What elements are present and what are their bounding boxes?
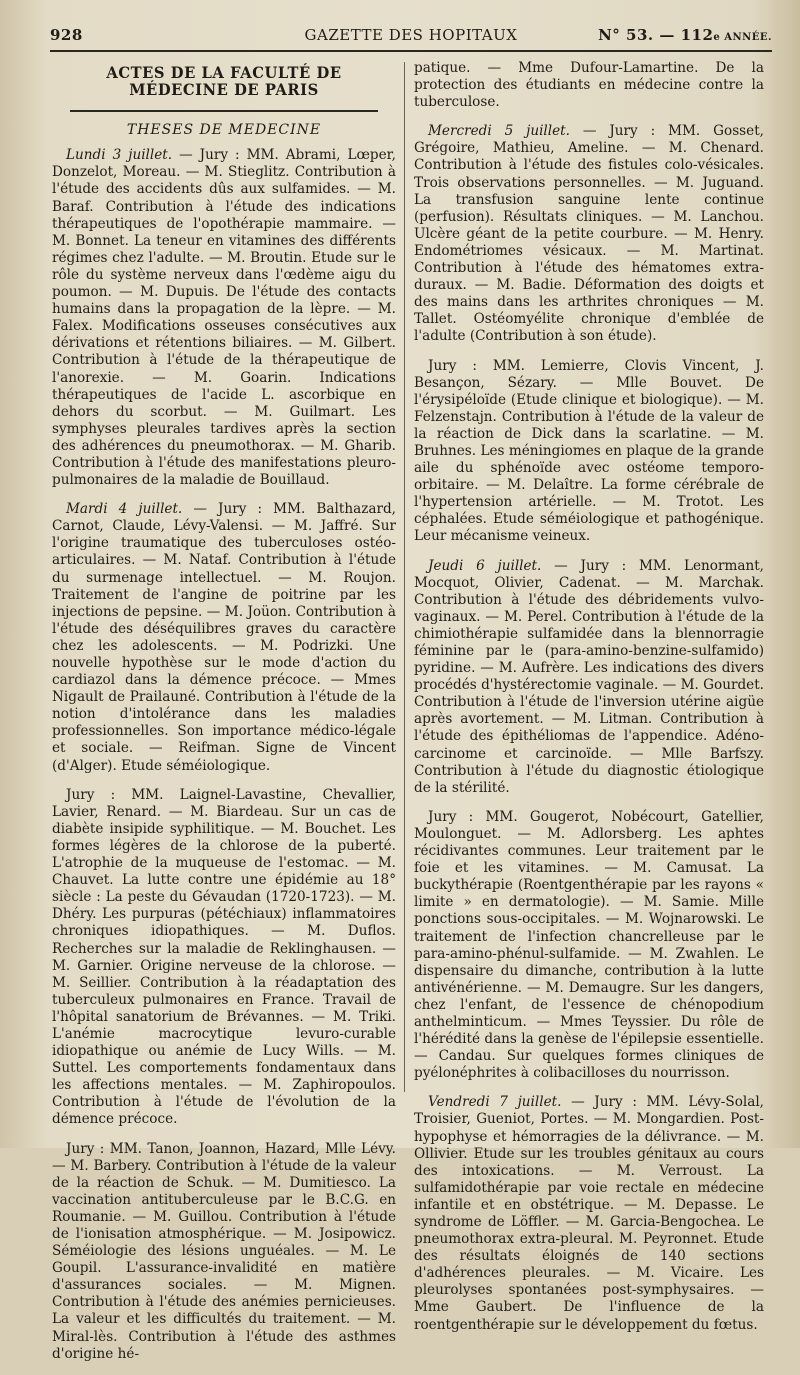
thesis-paragraph [52, 1141, 396, 1363]
thesis-paragraph [414, 1094, 764, 1333]
column-divider [404, 62, 405, 1092]
paragraph-text: — Jury : MM. Gosset, Grégoire, Mathieu, Ameline. — M. Chenard. Contribution à l'étude des fistules colo-vésicales. Trois observations personnelles. — M. Juguand. La transfusion sanguine lente continue (perfusion). Résultats cliniques. — M. Lanchou. Ulcère géant de la petite courbure. — M. Henry. Endométriomes vésicaux. — M. Martinat. Contribution à l'étude des hématomes extra-duraux. — M. Badie. Déformation des doigts et des mains dans les arthrites chroniques — M. Tallet. Ostéomyélite chronique d'emblée de l'adulte (Contribution à son étude). [414, 123, 764, 345]
thesis-paragraph [414, 60, 764, 111]
page-number: 928 [50, 26, 83, 44]
thesis-paragraph [52, 787, 396, 1129]
day-label: Lundi 3 juillet. [66, 147, 173, 164]
issue-suffix: e ANNÉE. [713, 32, 772, 43]
day-label: Jeudi 6 juillet. [428, 557, 542, 574]
paragraph-text: — Jury : MM. Lévy-Solal, Troisier, Gueniot, Portes. — M. Mongardien. Post-hypophyse et hémorragies de la délivrance. — M. Ollivier. Etude sur les troubles génitaux au cours des intoxications. — M. Verroust. La sulfamidothérapie par voie rectale en médecine infantile et en obstétrique. — M. Depasse. Le syndrome de Löffler. — M. Garcia-Bengochea. Le pneumothorax extra-pleural. M. Peyronnet. Etude des résultats éloignés de 140 sections d'adhérences pleurales. — M. Vicaire. Les pleurolyses spontanées post-symphysaires. — Mme Gaubert. De l'influence de la roentgenthérapie sur le développement du fœtus. [414, 1094, 764, 1333]
left-column [52, 60, 396, 1375]
thesis-paragraph [52, 147, 396, 489]
thesis-paragraph [52, 501, 396, 775]
paragraph-text: Jury : MM. Laignel-Lavastine, Chevallier, Lavier, Renard. — M. Biardeau. Sur un cas de diabète insipide syphilitique. — M. Bouchet. Les formes légères de la chlorose de la puberté. L'atrophie de la muqueuse de l'estomac. — M. Chauvet. La lutte contre une épidémie au 18° siècle : La peste du Gévaudan (1720-1723). — M. Dhéry. Les purpuras (pétéchiaux) inflammatoires chroniques idiopathiques. — M. Duflos. Recherches sur la maladie de Reklinghausen. — M. Garnier. Origine nerveuse de la chlorose. — M. Seillier. Contribution à la réadaptation des tuberculeux pulmonaires en France. Travail de l'hôpital sanatorium de Brévannes. — M. Triki. L'anémie macrocytique levuro-curable idiopathique ou anémie de Lucy Wills. — M. Suttel. Les comportements fondamentaux dans les affections mentales. — M. Zaphiropoulos. Contribution à l'étude de l'évolution de la démence précoce. [52, 786, 396, 1128]
section-rule [70, 110, 378, 112]
thesis-paragraph [414, 558, 764, 797]
page-header [50, 22, 772, 52]
paragraph-text: — Jury : MM. Abrami, Lœper, Donzelot, Moreau. — M. Stieglitz. Contribution à l'étude des accidents dûs aux sulfamides. — M. Baraf. Contribution à l'étude des indications thérapeutiques de l'opothérapie mammaire. — M. Bonnet. La teneur en vitamines des différents régimes chez l'adulte. — M. Broutin. Etude sur le rôle du système nerveux dans l'œdème aigu du poumon. — M. Dupuis. De l'étude des contacts humains dans la propagation de la lèpre. — M. Falex. Modifications osseuses consécutives aux dérivations et rétentions biliaires. — M. Gilbert. Contribution à l'étude de la thérapeutique de l'anorexie. — M. Goarin. Indications thérapeutiques de l'acide L. ascorbique en dehors du scorbut. — M. Guilmart. Les symphyses pleurales tardives après la section des adhérences du pneumothorax. — M. Gharib. Contribution à l'étude des manifestations pleuro-pulmonaires de la maladie de Bouillaud. [52, 147, 396, 489]
right-paragraphs [414, 60, 764, 1334]
subsection-title: THESES DE MEDECINE [126, 122, 322, 139]
right-column [414, 60, 764, 1346]
section-title: ACTES DE LA FACULTÉ DE MÉDECINE DE PARIS [106, 63, 342, 100]
left-paragraphs [52, 147, 396, 1362]
day-label: Mardi 4 juillet. [66, 501, 183, 518]
paragraph-text: patique. — Mme Dufour-Lamartine. De la protection des étudiants en médecine contre la tuberculose. [414, 60, 764, 111]
day-label: Vendredi 7 juillet. [428, 1094, 562, 1111]
thesis-paragraph [414, 809, 764, 1083]
issue-text: N° 53. — 112 [598, 26, 714, 44]
issue-number [598, 26, 772, 44]
day-label: Mercredi 5 juillet. [428, 123, 570, 140]
paragraph-text: Jury : MM. Tanon, Joannon, Hazard, Mlle Lévy. — M. Barbery. Contribution à l'étude de la valeur de la réaction de Schuk. — M. Dumitiesco. La vaccination antituberculeuse par le B.C.G. en Roumanie. — M. Guillou. Contribution à l'étude de l'ionisation atmosphérique. — M. Josipowicz. Séméiologie des lésions unguéales. — M. Le Goupil. L'assurance-invalidité en matière d'assurances sociales. — M. Mignen. Contribution à l'étude des anémies pernicieuses. La valeur et les difficultés du traitement. — M. Miral-lès. Contribution à l'étude des asthmes d'origine hé- [52, 1140, 396, 1362]
journal-title: GAZETTE DES HOPITAUX [304, 26, 518, 44]
paragraph-text: Jury : MM. Gougerot, Nobécourt, Gatellier, Moulonguet. — M. Adlorsberg. Les aphtes récidivantes communes. Leur traitement par le foie et les vitamines. — M. Camusat. La buckythérapie (Roentgenthérapie par les rayons « limite » en dermatologie). — M. Samie. Mille ponctions sous-occipitales. — M. Wojnarowski. Le traitement de l'infection chancrelleuse par le para-amino-phénul-sulfamide. — M. Zwahlen. Le dispensaire du dimanche, contribution à la lutte antivénérienne. — M. Demaugre. Sur les dangers, chez l'enfant, de l'essence de chénopodium anthelminticum. — Mmes Teyssier. Du rôle de l'hérédité dans la genèse de l'épilepsie essentielle. — Candau. Sur quelques formes cliniques de pyélonéphrites à colibacilloses du nourrisson. [414, 808, 764, 1082]
thesis-paragraph [414, 358, 764, 546]
thesis-paragraph [414, 123, 764, 345]
paragraph-text: Jury : MM. Lemierre, Clovis Vincent, J. Besançon, Sézary. — Mlle Bouvet. De l'érysipéloïde (Etude clinique et biologique). — M. Felzenstajn. Contribution à l'étude de la valeur de la réaction de Dick dans la scarlatine. — M. Bruhnes. Les méningiomes en plaque de la grande aile du sphénoïde avec ostéome temporo-orbitaire. — M. Delaître. La forme cérébrale de l'hypertension artérielle. — M. Trotot. Les céphalées. Etude séméiologique et pathogénique. Leur mécanisme veineux. [414, 357, 764, 545]
paragraph-text: — Jury : MM. Balthazard, Carnot, Claude, Lévy-Valensi. — M. Jaffré. Sur l'origine traumatique des tuberculoses ostéo-articulaires. — M. Nataf. Contribution à l'étude du surmenage intellectuel. — M. Roujon. Traitement de l'angine de poitrine par les injections de pepsine. — M. Joüon. Contribution à l'étude des déséquilibres graves du caractère chez les adolescents. — M. Podrizki. Une nouvelle hypothèse sur le mode d'action du cardiazol dans la démence précoce. — Mmes Nigault de Prailauné. Contribution à l'étude de la notion d'intolérance dans les maladies professionnelles. Son importance médico-légale et sociale. — Reifman. Signe de Vincent (d'Alger). Etude séméiologique. [52, 501, 396, 774]
paragraph-text: — Jury : MM. Lenormant, Mocquot, Olivier, Cadenat. — M. Marchak. Contribution à l'étude des débridements vulvo-vaginaux. — M. Perel. Contribution à l'étude de la chimiothérapie sulfamidée dans la blennorragie féminine par le (para-amino-benzine-sulfamido) pyridine. — M. Aufrère. Les indications des divers procédés d'hystérectomie vaginale. — M. Gourdet. Contribution à l'étude de l'inversion utérine aigüe après avortement. — M. Litman. Contribution à l'étude des épithéliomas de l'appendice. Adéno-carcinome et carcinoïde. — Mlle Barfszy. Contribution à l'étude du diagnostic étiologique de la stérilité. [414, 557, 764, 796]
